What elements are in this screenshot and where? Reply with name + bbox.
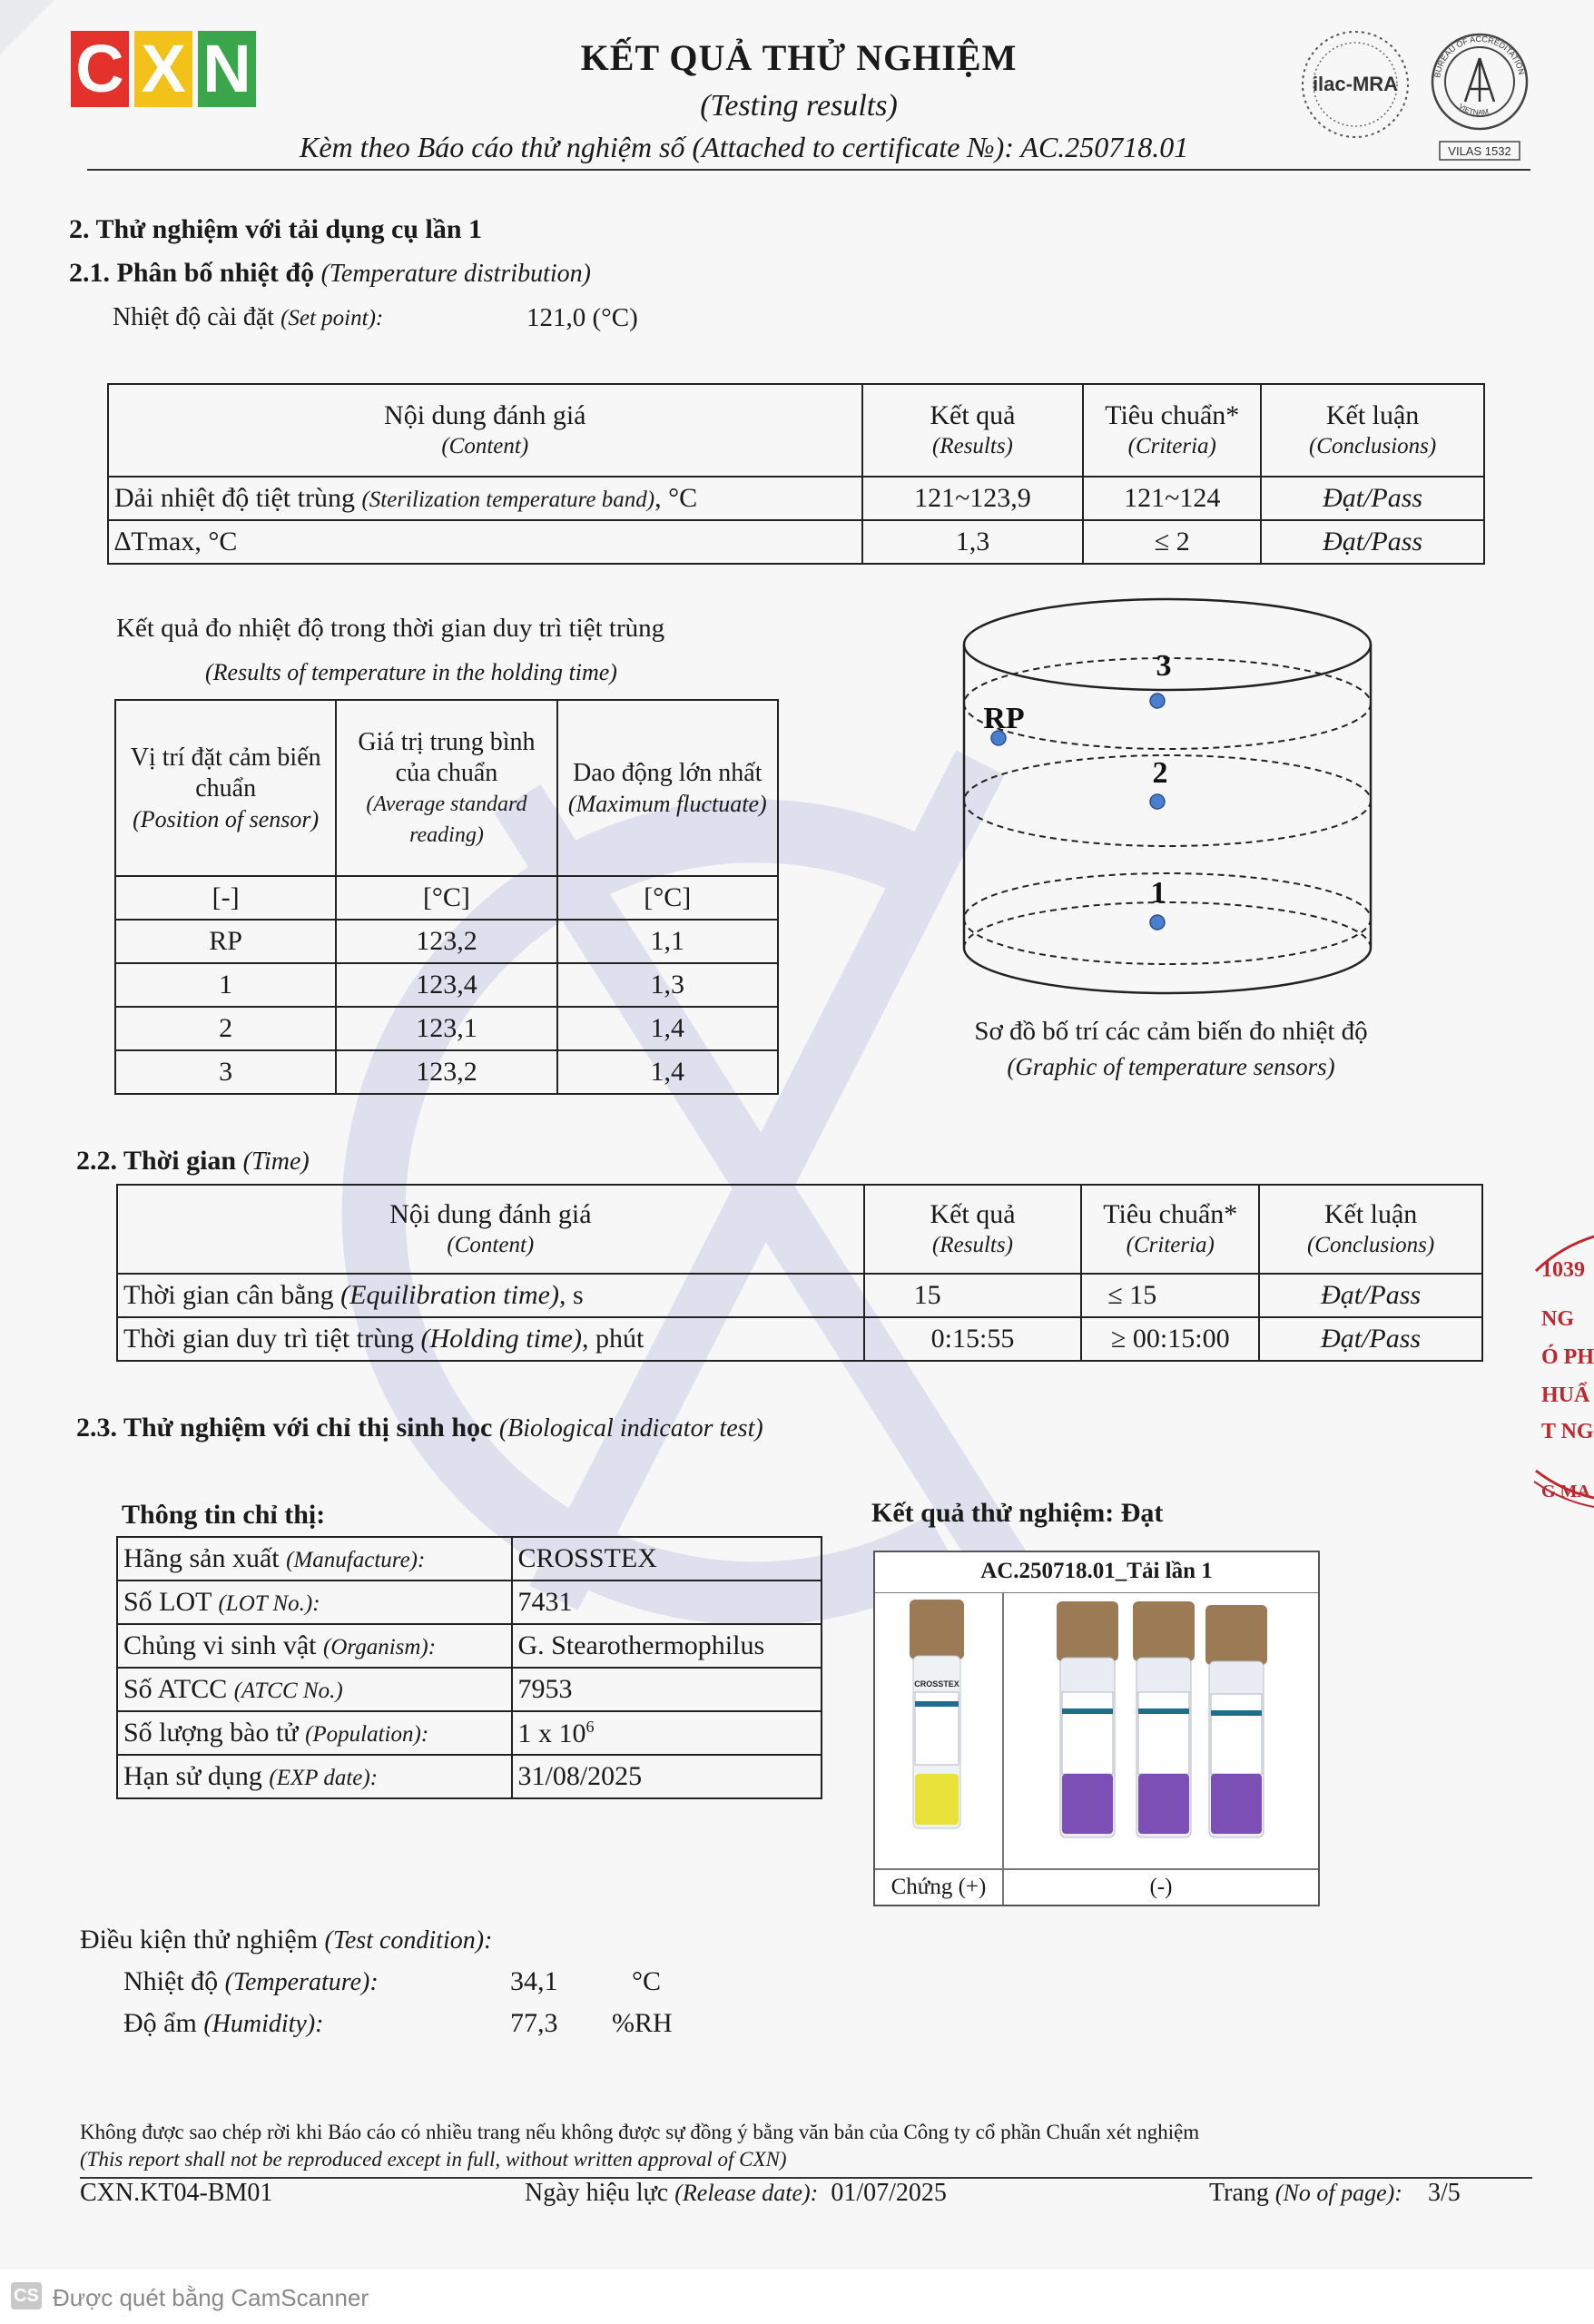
biological-indicator-photo bbox=[873, 1551, 1320, 1906]
col-content: Nội dung đánh giá (Content) bbox=[108, 384, 862, 477]
attached-certificate: Kèm theo Báo cáo thử nghiệm số (Attached to certificate №): AC.250718.01 bbox=[300, 131, 1189, 163]
sensor-label-rp: RP bbox=[983, 702, 1025, 735]
test-vials-icon bbox=[1057, 1601, 1267, 1837]
indicator-info-title: Thông tin chỉ thị: bbox=[122, 1500, 326, 1530]
svg-text:BUREAU OF ACCREDITATION: BUREAU OF ACCREDITATION bbox=[1432, 34, 1527, 79]
svg-text:VILAS 1532: VILAS 1532 bbox=[1448, 144, 1511, 158]
sensor-dot-3 bbox=[1150, 694, 1165, 708]
temperature-unit: °C bbox=[632, 1966, 662, 1996]
table-row: Chủng vi sinh vật (Organism): G. Stearothermophilus bbox=[117, 1624, 822, 1668]
ilac-mra-seal-icon bbox=[1296, 25, 1414, 143]
section-2-1-en: (Temperature distribution) bbox=[320, 260, 591, 288]
copyright-notice: Không được sao chép rời khi Báo cáo có nhiều trang nếu không được sự đồng ý bằng văn bản của Công ty cổ phần Chuẩn xét nghiệm bbox=[80, 2121, 1200, 2143]
boa-vietnam-seal-icon bbox=[1425, 29, 1534, 165]
company-stamp-fragment: 1039 NG Ó PH HUẨ T NG G MA bbox=[1534, 1235, 1594, 1525]
table-row: Thời gian cân bằng (Equilibration time), s 15 ≤ 15 Đạt/Pass bbox=[117, 1274, 1482, 1317]
col-criteria: Tiêu chuẩn* (Criteria) bbox=[1083, 384, 1261, 477]
cxn-logo bbox=[71, 31, 256, 107]
temperature-label: Nhiệt độ (Temperature): bbox=[123, 1966, 379, 1996]
logo-letter-x: X bbox=[134, 31, 192, 107]
section-2-title: 2. Thử nghiệm với tải dụng cụ lần 1 bbox=[69, 214, 483, 244]
time-table bbox=[116, 1184, 1483, 1362]
diagram-caption: Sơ đồ bố trí các cảm biến đo nhiệt độ bbox=[974, 1017, 1368, 1046]
control-vial-icon bbox=[910, 1600, 964, 1828]
section-2-1-title bbox=[69, 258, 591, 289]
camscanner-text: Được quét bằng CamScanner bbox=[53, 2284, 369, 2311]
table-row: 1 123,4 1,3 bbox=[115, 963, 778, 1007]
table-row: 2 123,1 1,4 bbox=[115, 1007, 778, 1050]
sensor-label-2: 2 bbox=[1152, 756, 1168, 790]
temperature-distribution-table bbox=[107, 383, 1485, 565]
temperature-value: 34,1 bbox=[510, 1966, 558, 1996]
humidity-value: 77,3 bbox=[510, 2008, 558, 2038]
form-code: CXN.KT04-BM01 bbox=[80, 2179, 273, 2207]
table-row: Số lượng bào tử (Population): 1 x $10^6$ bbox=[117, 1711, 822, 1755]
sensor-dot-2 bbox=[1150, 794, 1165, 809]
copyright-notice-en: (This report shall not be reproduced except in full, without written approval of CXN) bbox=[80, 2148, 787, 2171]
camscanner-logo-icon: CS bbox=[11, 2282, 42, 2309]
table-row: Số LOT (LOT No.): 7431 bbox=[117, 1581, 822, 1624]
document-title: KẾT QUẢ THỬ NGHIỆM bbox=[580, 37, 1018, 78]
test-result-title: Kết quả thử nghiệm: Đạt bbox=[871, 1498, 1164, 1528]
sensor-label-3: 3 bbox=[1156, 649, 1172, 683]
humidity-unit: %RH bbox=[612, 2008, 673, 2038]
camscanner-bar bbox=[0, 2270, 1594, 2324]
humidity-label: Độ ẩm (Humidity): bbox=[123, 2008, 324, 2038]
svg-text:VIETNAM: VIETNAM bbox=[1457, 102, 1490, 117]
holding-caption-en: (Results of temperature in the holding time) bbox=[205, 659, 617, 685]
holding-caption: Kết quả đo nhiệt độ trong thời gian duy trì tiệt trùng bbox=[116, 614, 665, 643]
document-subtitle: (Testing results) bbox=[700, 89, 898, 123]
table-row: Thời gian duy trì tiệt trùng (Holding time), phút 0:15:55 ≥ 00:15:00 Đạt/Pass bbox=[117, 1317, 1482, 1361]
section-2-3-title: 2.3. Thử nghiệm với chỉ thị sinh học (Biological indicator test) bbox=[76, 1413, 763, 1443]
section-2-2-title: 2.2. Thời gian (Time) bbox=[76, 1146, 310, 1176]
table-header-row: Vị trí đặt cảm biến chuẩn (Position of sensor) Giá trị trung bình của chuẩn (Average standard reading) Dao động lớn nhất (Maximum fluctuate) bbox=[115, 700, 778, 876]
test-condition-title: Điều kiện thử nghiệm (Test condition): bbox=[80, 1925, 493, 1955]
indicator-info-table bbox=[116, 1536, 822, 1799]
table-row: Số ATCC (ATCC No.) 7953 bbox=[117, 1668, 822, 1711]
table-row: ∆Tmax, °C 1,3 ≤ 2 Đạt/Pass bbox=[108, 520, 1484, 564]
indicator-vials-image bbox=[875, 1592, 1318, 1868]
units-row: [-] [°C] [°C] bbox=[115, 876, 778, 920]
sensor-position-diagram bbox=[953, 590, 1389, 999]
col-conclusions: Kết luận (Conclusions) bbox=[1261, 384, 1484, 477]
svg-text:ilac-MRA: ilac-MRA bbox=[1312, 73, 1399, 95]
table-row: Dải nhiệt độ tiệt trùng (Sterilization temperature band), °C 121~123,9 121~124 Đạt/Pass bbox=[108, 477, 1484, 520]
holding-results-table bbox=[114, 699, 779, 1095]
setpoint-label: Nhiệt độ cài đặt (Set point): bbox=[113, 303, 384, 331]
col-results: Kết quả (Results) bbox=[862, 384, 1084, 477]
page-number: Trang (No of page): 3/5 bbox=[1209, 2179, 1461, 2207]
setpoint-value: 121,0 (°C) bbox=[526, 303, 638, 332]
header-divider bbox=[87, 169, 1530, 171]
test-label: (-) bbox=[1149, 1875, 1173, 1899]
table-header-row: Nội dung đánh giá (Content) Kết quả (Results) Tiêu chuẩn* (Criteria) Kết luận (Conclusions) bbox=[117, 1185, 1482, 1274]
control-label: Chứng (+) bbox=[890, 1875, 987, 1899]
table-row: Hãng sản xuất (Manufacture): CROSSTEX bbox=[117, 1537, 822, 1581]
photo-title: AC.250718.01_Tải lần 1 bbox=[875, 1552, 1318, 1593]
table-row: Hạn sử dụng (EXP date): 31/08/2025 bbox=[117, 1755, 822, 1798]
table-row: 3 123,2 1,4 bbox=[115, 1050, 778, 1094]
diagram-caption-en: (Graphic of temperature sensors) bbox=[1007, 1053, 1335, 1080]
table-row: RP 123,2 1,1 bbox=[115, 920, 778, 963]
sensor-label-1: 1 bbox=[1150, 876, 1166, 910]
svg-text:CROSSTEX: CROSSTEX bbox=[914, 1679, 959, 1689]
logo-letter-c: C bbox=[71, 31, 129, 107]
page-fold bbox=[0, 0, 54, 54]
sensor-dot-1 bbox=[1150, 915, 1165, 930]
table-header-row bbox=[108, 384, 1484, 477]
release-date: Ngày hiệu lực (Release date): 01/07/2025 bbox=[525, 2179, 947, 2207]
logo-letter-n: N bbox=[198, 31, 256, 107]
section-2-1-vi: 2.1. Phân bố nhiệt độ bbox=[69, 258, 315, 288]
